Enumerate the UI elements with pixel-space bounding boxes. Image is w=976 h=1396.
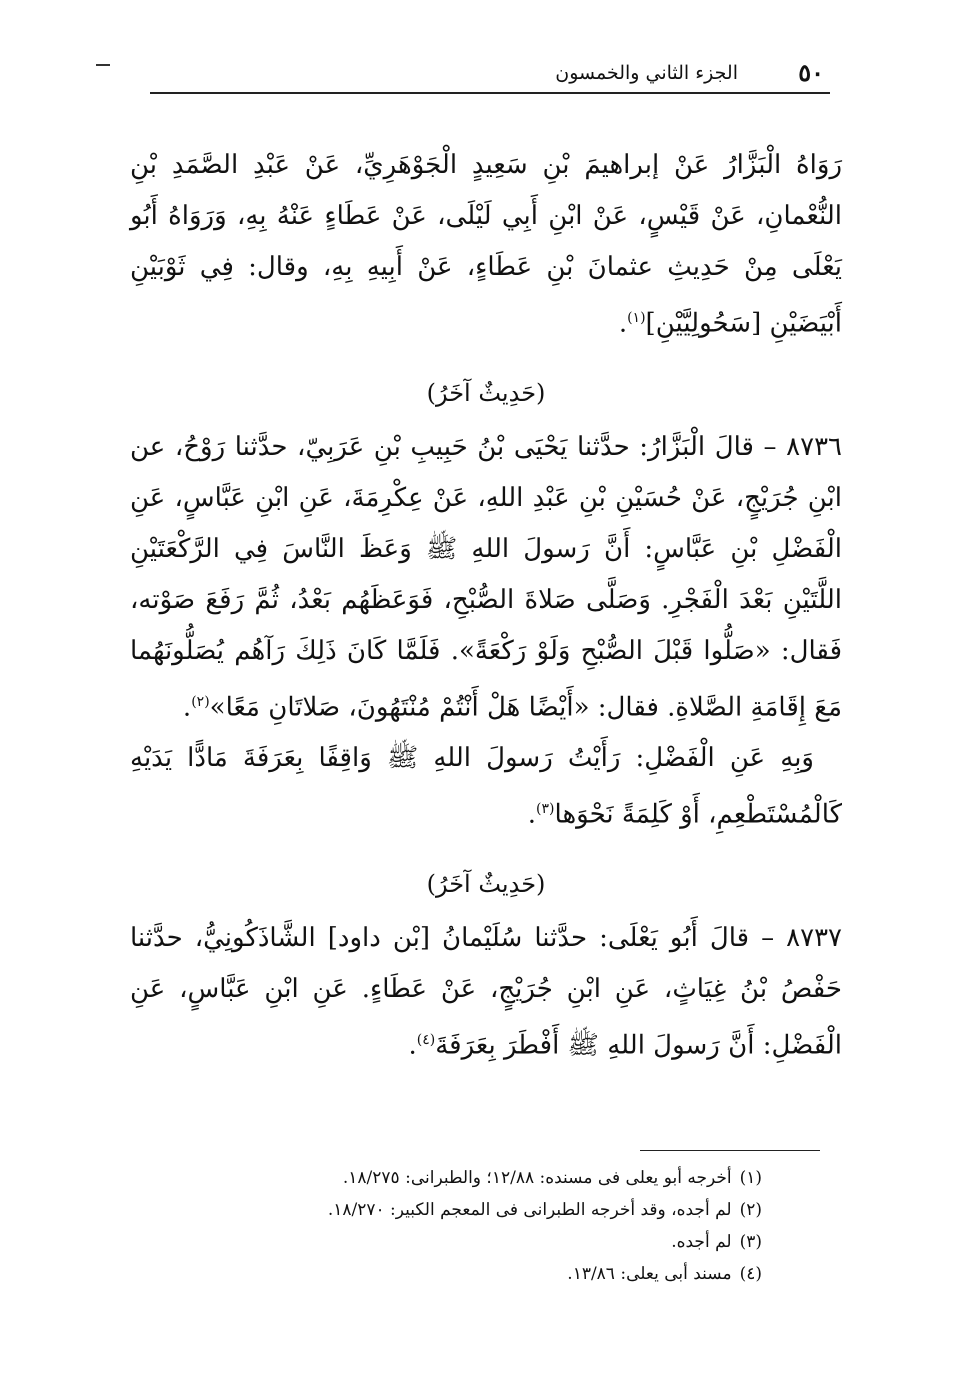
paragraph-1-end: .	[618, 308, 628, 339]
footnote-ref-2: (٢)	[191, 693, 210, 710]
footnote-ref-4: (٤)	[416, 1031, 436, 1048]
paragraph-4	[130, 913, 842, 1072]
paragraph-2	[130, 422, 842, 734]
main-text	[130, 140, 842, 1072]
paragraph-2-end: .	[182, 692, 192, 723]
paragraph-4-text: ٨٧٣٧ – قالَ أَبُو يَعْلَى: حدَّثنا سُلَيْمانُ [بْن داود] الشَّاذَكُونِيُّ، حدَّثنا حَفْصُ بْنُ غِيَاثٍ، عَنِ ابْنِ جُرَيْجٍ، عَنْ عَطَاءٍ. عَنِ ابْنِ عَبَّاسٍ، عَنِ الْفَضْلِ: أَنَّ رَسولَ اللهِ ﷺ أَفْطَرَ بِعَرَفَةَ	[130, 922, 842, 1061]
footnote-text: مسند أبى يعلى: ١٣/٨٦.	[567, 1264, 732, 1284]
paragraph-2-text: ٨٧٣٦ – قالَ الْبَزَّارُ: حدَّثنا يَحْيَى بْنُ حَبِيبِ بْنِ عَرَبِيّ، حدَّثنا رَوْحُ، عن ابْنِ جُرَيْجٍ، عَنْ حُسَيْنِ بْنِ عَبْدِ اللهِ، عَنْ عِكْرِمَةَ، عَنِ ابْنِ عَبَّاسٍ، عَنِ الْفَضْلِ بْنِ عَبَّاسٍ: أَنَّ رَسولَ اللهِ ﷺ وَعَظَ النَّاسَ فِي الرَّكْعَتَيْنِ اللَّتَيْنِ بَعْدَ الْفَجْرِ. وَصَلَّى صَلاةَ الصُّبْحِ، فَوَعَظَهُم بَعْدُ، ثُمَّ رَفَعَ صَوْته، فَقال: «صَلُّوا قَبْلَ الصُّبْحِ وَلَوْ رَكْعَةً». فَلَمَّا كَانَ ذَلِكَ رَآهُم يُصَلُّونَهُما مَعَ إِقَامَةِ الصَّلاةِ. فقال: «أَيْضًا هَلْ أَنْتُمْ مُنْتَهُونَ، صَلاتَانِ مَعًا»	[130, 431, 842, 723]
footnotes	[150, 1162, 762, 1290]
footnote-text: لم أجده، وقد أخرجه الطبرانى فى المعجم الكبير: ١٨/٢٧٠.	[327, 1200, 732, 1220]
paragraph-1-text: رَوَاهُ الْبَزَّارُ عَنْ إبراهيمَ بْنِ سَعِيدٍ الْجَوْهَرِيِّ، عَنْ عَبْدِ الصَّمَدِ بْنِ النُّعْمانِ، عَنْ قَيْسٍ، عَنْ ابْنِ أَبِي لَيْلَى، عَنْ عَطَاءٍ عَنْهُ بِهِ، وَرَوَاهُ أَبُو يَعْلَى مِنْ حَدِيثِ عثمانَ بْنِ عَطَاءٍ، عَنْ أَبِيهِ بِهِ، وقال: فِي ثَوْبَيْنِ أَبْيَضَيْنِ [سَحُولِيَّيْنِ]	[130, 150, 842, 339]
scan-mark	[96, 64, 110, 66]
section-heading-2: (حَدِيثٌ آخَرُ)	[426, 869, 546, 898]
paragraph-3-end: .	[527, 799, 537, 830]
footnote-text: لم أجده.	[671, 1232, 732, 1252]
footnote-number: (١)	[739, 1168, 762, 1188]
footnote-1	[150, 1162, 762, 1194]
paragraph-3-text: وَبِهِ عَنِ الْفَضْلِ: رَأَيْتُ رَسولَ اللهِ ﷺ وَاقِفًا بِعَرَفَةَ مَادًّا يَدَيْهِ كَالْمُسْتَطْعِمِ، أَوْ كَلِمَةً نَحْوَها	[130, 743, 842, 830]
footnote-4	[150, 1258, 762, 1290]
footnote-number: (٢)	[739, 1200, 762, 1220]
footnote-number: (٣)	[739, 1232, 762, 1252]
footnote-separator	[640, 1150, 820, 1151]
paragraph-1	[130, 140, 842, 350]
section-heading-1: (حَدِيثٌ آخَرُ)	[426, 378, 546, 407]
footnote-number: (٤)	[739, 1264, 762, 1284]
page-header	[150, 52, 830, 94]
footnote-3	[150, 1226, 762, 1258]
footnote-ref-1: (١)	[627, 310, 646, 326]
footnote-2	[150, 1194, 762, 1226]
footnote-text: أخرجه أبو يعلى فى مسنده: ١٢/٨٨؛ والطبرانى: ١٨/٢٧٥.	[342, 1168, 732, 1188]
page-number: ٥٠	[798, 58, 824, 87]
paragraph-4-end: .	[408, 1030, 417, 1061]
footnote-ref-3: (٣)	[536, 801, 555, 818]
running-title: الجزء الثاني والخمسون	[555, 62, 738, 84]
paragraph-3	[130, 733, 842, 841]
